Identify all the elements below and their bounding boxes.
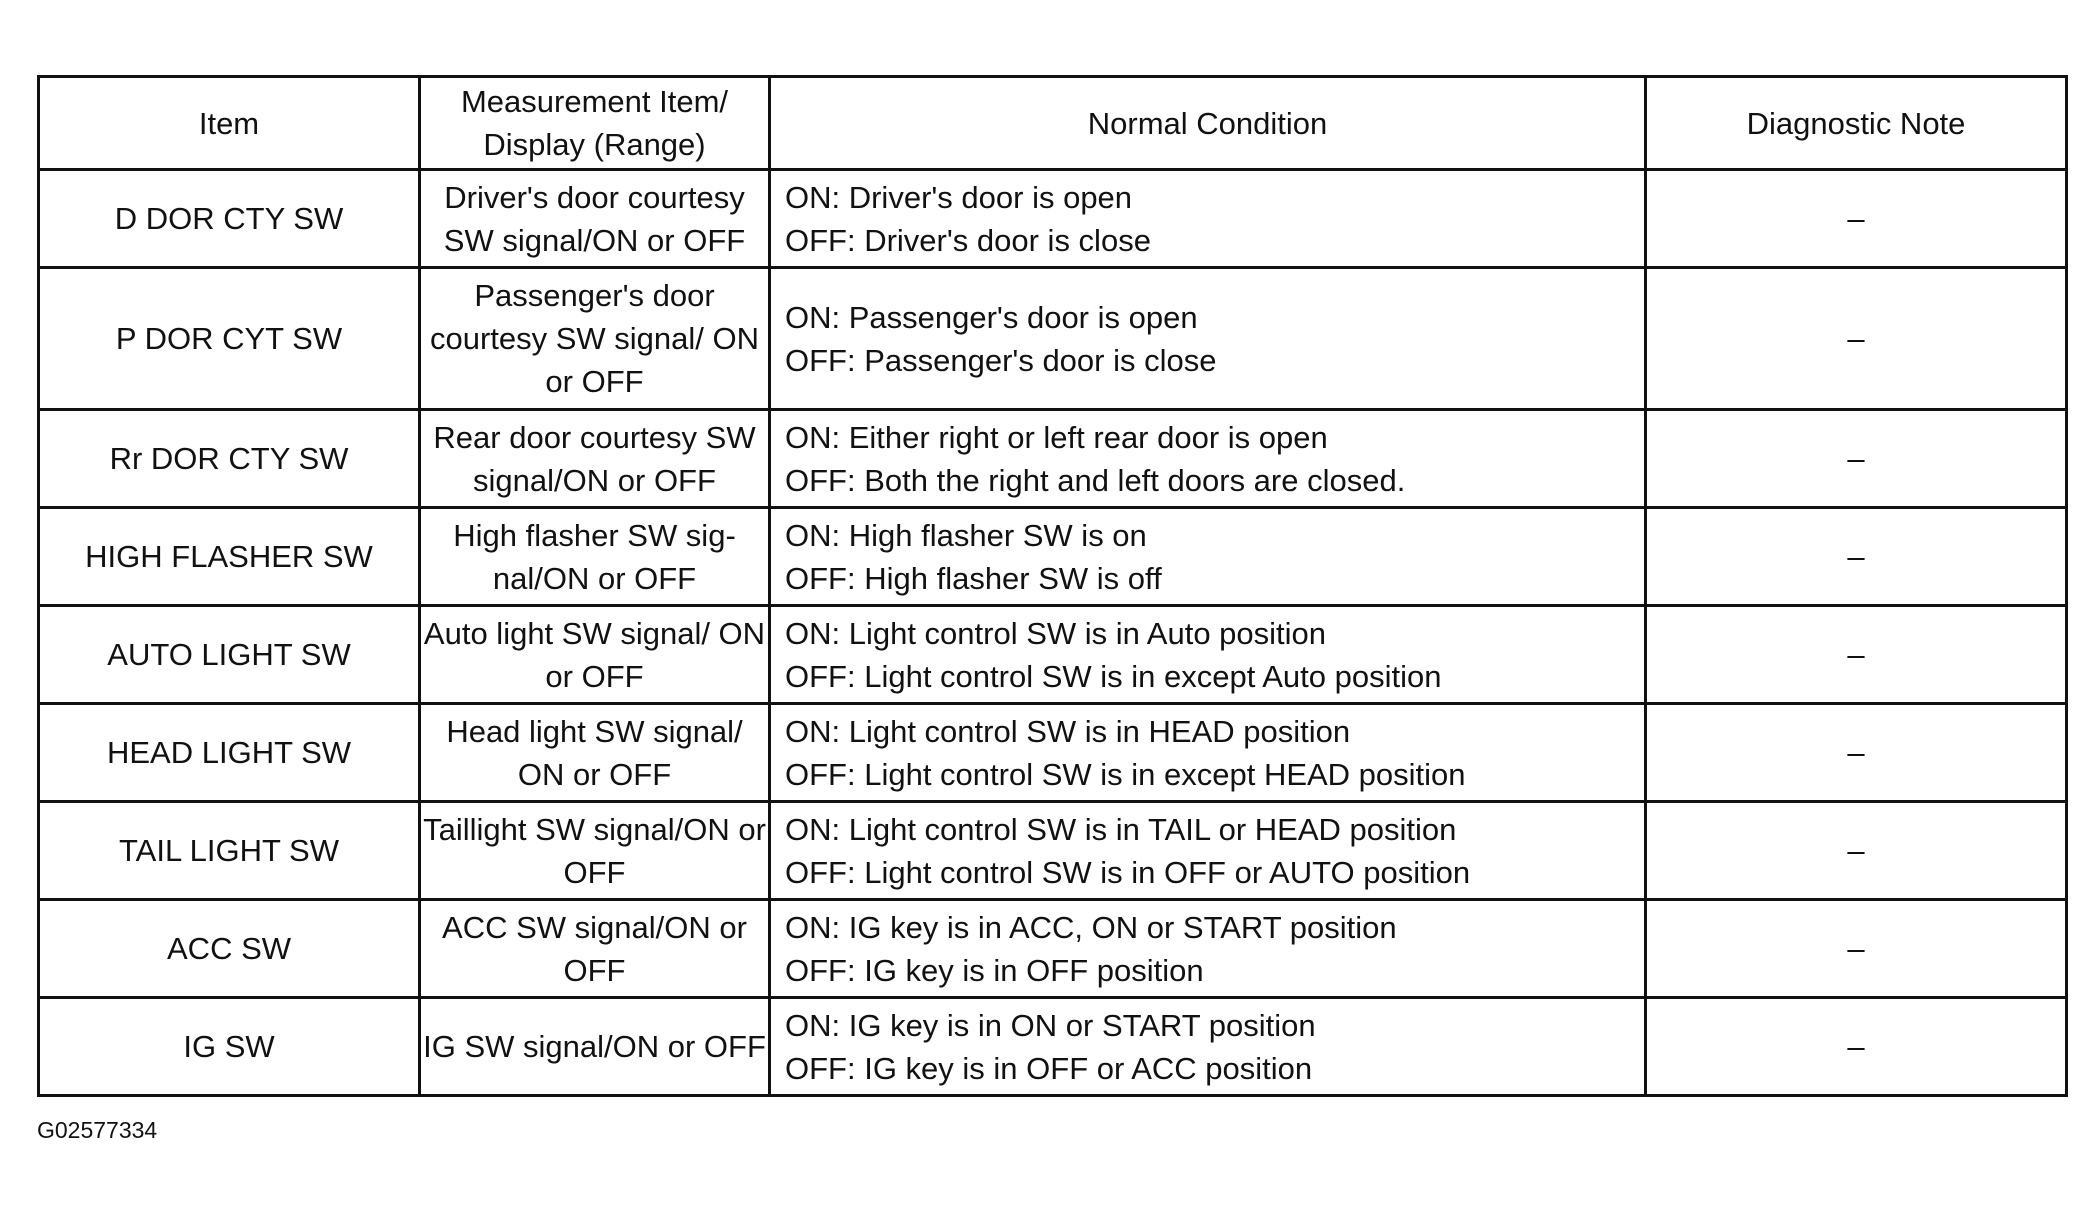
condition-on-text: ON: IG key is in ON or START position [785, 1007, 1316, 1043]
table-row [39, 998, 2067, 1096]
cell-item: IG SW [39, 998, 420, 1096]
cell-diagnostic-note: – [1646, 704, 2067, 802]
cell-item: Rr DOR CTY SW [39, 410, 420, 508]
cell-diagnostic-note: – [1646, 410, 2067, 508]
condition-off-text: OFF: Passenger's door is close [785, 342, 1217, 378]
figure-id-label: G02577334 [37, 1117, 158, 1143]
condition-off-text: OFF: Light control SW is in except Auto position [785, 658, 1442, 694]
table-header-row [39, 77, 2067, 170]
table-row [39, 508, 2067, 606]
cell-measurement: Passenger's door courtesy SW signal/ ON or OFF [420, 268, 770, 410]
condition-off-text: OFF: Driver's door is close [785, 222, 1151, 258]
cell-normal-condition [770, 900, 1646, 998]
cell-diagnostic-note: – [1646, 606, 2067, 704]
table-row [39, 268, 2067, 410]
cell-normal-condition [770, 704, 1646, 802]
condition-off-text: OFF: Light control SW is in except HEAD position [785, 756, 1466, 792]
condition-off-text: OFF: IG key is in OFF position [785, 952, 1204, 988]
condition-off-text: OFF: Light control SW is in OFF or AUTO position [785, 854, 1471, 890]
header-measurement: Measurement Item/ Display (Range) [420, 77, 770, 170]
cell-measurement: Auto light SW signal/ ON or OFF [420, 606, 770, 704]
cell-item: AUTO LIGHT SW [39, 606, 420, 704]
cell-diagnostic-note: – [1646, 802, 2067, 900]
condition-on-text: ON: High flasher SW is on [785, 517, 1147, 553]
cell-normal-condition [770, 998, 1646, 1096]
cell-item: HEAD LIGHT SW [39, 704, 420, 802]
cell-measurement: Head light SW signal/ ON or OFF [420, 704, 770, 802]
cell-item: P DOR CYT SW [39, 268, 420, 410]
cell-normal-condition [770, 170, 1646, 268]
cell-normal-condition [770, 606, 1646, 704]
cell-diagnostic-note: – [1646, 900, 2067, 998]
table-row [39, 410, 2067, 508]
condition-off-text: OFF: High flasher SW is off [785, 560, 1162, 596]
cell-item: HIGH FLASHER SW [39, 508, 420, 606]
cell-item: TAIL LIGHT SW [39, 802, 420, 900]
condition-on-text: ON: Light control SW is in Auto position [785, 615, 1327, 651]
header-diagnostic-note: Diagnostic Note [1646, 77, 2067, 170]
cell-item: D DOR CTY SW [39, 170, 420, 268]
table-row [39, 802, 2067, 900]
diagnostic-data-table [37, 75, 2068, 1097]
condition-on-text: ON: Light control SW is in TAIL or HEAD position [785, 811, 1457, 847]
table-row [39, 704, 2067, 802]
cell-measurement: ACC SW signal/ON or OFF [420, 900, 770, 998]
condition-on-text: ON: Either right or left rear door is open [785, 419, 1328, 455]
cell-diagnostic-note: – [1646, 268, 2067, 410]
header-normal-condition: Normal Condition [770, 77, 1646, 170]
cell-diagnostic-note: – [1646, 508, 2067, 606]
cell-normal-condition [770, 508, 1646, 606]
cell-diagnostic-note: – [1646, 170, 2067, 268]
table-row [39, 606, 2067, 704]
cell-normal-condition [770, 268, 1646, 410]
condition-on-text: ON: Light control SW is in HEAD position [785, 713, 1351, 749]
cell-diagnostic-note: – [1646, 998, 2067, 1096]
table-row [39, 900, 2067, 998]
cell-measurement: Rear door courtesy SW signal/ON or OFF [420, 410, 770, 508]
condition-on-text: ON: Passenger's door is open [785, 299, 1198, 335]
condition-off-text: OFF: IG key is in OFF or ACC position [785, 1050, 1313, 1086]
cell-normal-condition [770, 802, 1646, 900]
table-row [39, 170, 2067, 268]
condition-off-text: OFF: Both the right and left doors are closed. [785, 462, 1406, 498]
cell-normal-condition [770, 410, 1646, 508]
cell-measurement: Driver's door courtesy SW signal/ON or OFF [420, 170, 770, 268]
cell-measurement: Taillight SW signal/ON or OFF [420, 802, 770, 900]
cell-measurement: High flasher SW sig- nal/ON or OFF [420, 508, 770, 606]
cell-measurement: IG SW signal/ON or OFF [420, 998, 770, 1096]
cell-item: ACC SW [39, 900, 420, 998]
condition-on-text: ON: IG key is in ACC, ON or START position [785, 909, 1397, 945]
header-item: Item [39, 77, 420, 170]
condition-on-text: ON: Driver's door is open [785, 179, 1133, 215]
